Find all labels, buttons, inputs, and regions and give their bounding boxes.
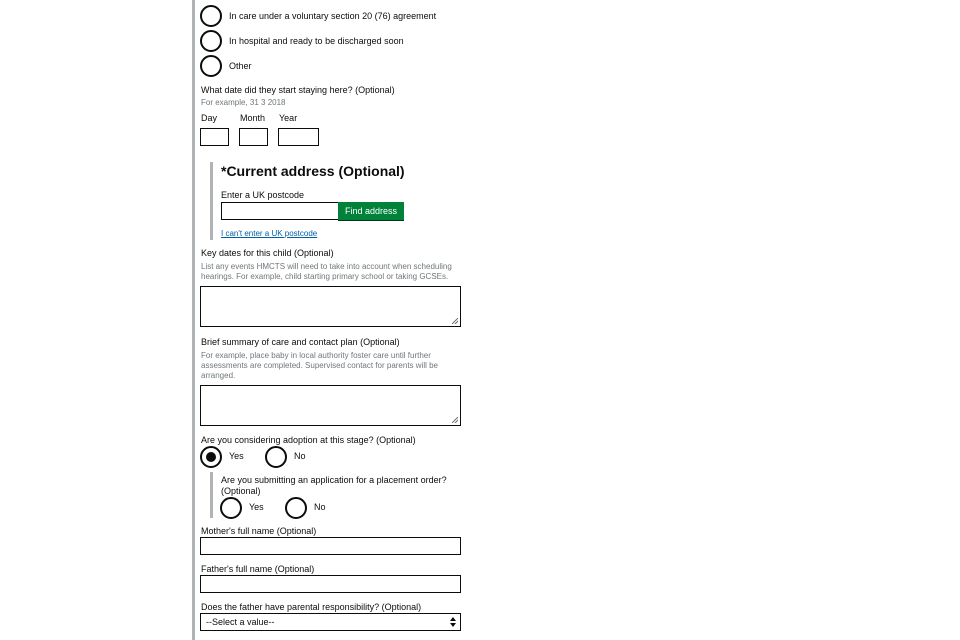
select-value: --Select a value-- bbox=[206, 617, 275, 627]
placement-no-radio[interactable] bbox=[285, 497, 307, 519]
section-border bbox=[192, 0, 195, 640]
radio-section-20[interactable] bbox=[200, 5, 222, 27]
placement-inset-bar bbox=[210, 472, 213, 518]
postcode-label: Enter a UK postcode bbox=[221, 190, 305, 200]
parental-responsibility-label: Does the father have parental responsibility? (Optional) bbox=[201, 602, 422, 612]
father-name-input[interactable] bbox=[200, 575, 461, 593]
care-plan-label: Brief summary of care and contact plan (Optional) bbox=[201, 337, 400, 347]
radio-in-hospital[interactable] bbox=[200, 30, 222, 52]
resize-grip-icon[interactable] bbox=[452, 417, 458, 423]
select-arrows-icon bbox=[450, 617, 456, 627]
cant-enter-postcode-link[interactable]: I can't enter a UK postcode bbox=[221, 229, 318, 238]
parental-responsibility-select[interactable] bbox=[200, 613, 461, 631]
adoption-no-radio[interactable] bbox=[265, 446, 287, 468]
father-name-label: Father's full name (Optional) bbox=[201, 564, 315, 574]
key-dates-textarea[interactable] bbox=[200, 286, 461, 327]
key-dates-label: Key dates for this child (Optional) bbox=[201, 248, 334, 258]
radio-other[interactable] bbox=[200, 55, 222, 77]
key-dates-hint: List any events HMCTS will need to take into account when scheduling hearings. For example, child starting primary school or taking GCSEs. bbox=[201, 262, 452, 281]
mother-name-input[interactable] bbox=[200, 537, 461, 555]
adoption-no-label: No bbox=[294, 451, 306, 461]
address-heading: *Current address (Optional) bbox=[221, 163, 405, 179]
find-address-button[interactable]: Find address bbox=[338, 202, 404, 220]
care-plan-hint: For example, place baby in local authority foster care until further assessments are completed. Supervised contact for parents will be arranged. bbox=[201, 351, 439, 380]
radio-section-20-label: In care under a voluntary section 20 (76) agreement bbox=[229, 11, 437, 21]
placement-yes-label: Yes bbox=[249, 502, 264, 512]
day-input[interactable] bbox=[200, 128, 229, 146]
start-date-question: What date did they start staying here? (Optional) bbox=[201, 85, 395, 95]
start-date-hint: For example, 31 3 2018 bbox=[201, 98, 286, 107]
adoption-question: Are you considering adoption at this stage? (Optional) bbox=[201, 435, 416, 445]
resize-grip-icon[interactable] bbox=[452, 318, 458, 324]
year-label: Year bbox=[279, 113, 298, 123]
address-inset-bar bbox=[210, 162, 213, 240]
month-label: Month bbox=[240, 113, 266, 123]
placement-no-label: No bbox=[314, 502, 326, 512]
placement-yes-radio[interactable] bbox=[220, 497, 242, 519]
radio-other-label: Other bbox=[229, 61, 252, 71]
adoption-yes-radio[interactable] bbox=[200, 446, 222, 468]
care-plan-textarea[interactable] bbox=[200, 385, 461, 426]
radio-in-hospital-label: In hospital and ready to be discharged soon bbox=[229, 36, 404, 46]
placement-question: Are you submitting an application for a placement order? (Optional) bbox=[221, 475, 447, 496]
mother-name-label: Mother's full name (Optional) bbox=[201, 526, 317, 536]
year-input[interactable] bbox=[278, 128, 319, 146]
postcode-input[interactable] bbox=[221, 202, 339, 220]
adoption-yes-label: Yes bbox=[229, 451, 244, 461]
month-input[interactable] bbox=[239, 128, 268, 146]
day-label: Day bbox=[201, 113, 218, 123]
